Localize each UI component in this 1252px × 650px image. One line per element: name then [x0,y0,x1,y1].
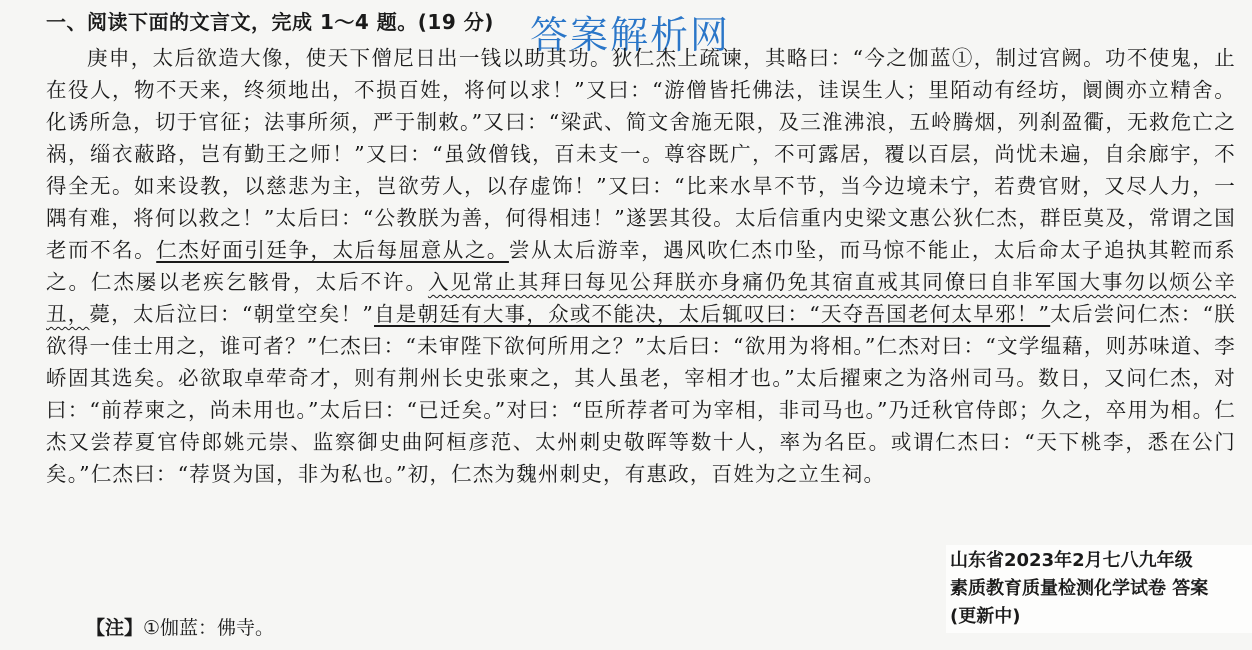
passage-segment-2: 尝从太后游幸，遇风吹仁杰巾坠，而马惊不能止，太后命太子追执其鞚而系之。仁杰屡以老疾乞骸骨，太后不许。 [46,238,1237,294]
site-watermark: 答案解析网 [530,13,731,57]
overlay-line-1: 山东省2023年2月七八九年级 [950,550,1193,571]
passage-segment-4: 太后尝问仁杰：“朕欲得一佳士用之，谁可者？”仁杰曰：“未审陛下欲何所用之？”太后曰：“欲用为将相。”仁杰对曰：“文学缊藉，则苏味道、李峤固其选矣。必欲取卓荦奇才，则有荆州长史张柬之，其人虽老，宰相才也。”太后擢柬之为洛州司马。数日，又问仁杰，对曰：“前荐柬之，尚未用也。”太后曰：“已迁矣。”对曰：“臣所荐者可为宰相，非司马也。”乃迁秋官侍郎；久之，卒用为相。仁杰又尝荐夏官侍郎姚元崇、监察御史曲阿桓彦范、太州刺史敬晖等数十人，率为名臣。或谓仁杰曰：“天下桃李，悉在公门矣。”仁杰曰：“荐贤为国，非为私也。”初，仁杰为魏州刺史，有惠政，百姓为之立生祠。 [46,302,1236,486]
underlined-sentence-2: 自是朝廷有大事，众或不能决，太后辄叹曰：“天夺吾国老何太早邪！” [374,302,1051,326]
question-heading: 一、阅读下面的文言文，完成 1～4 题。(19 分) [46,10,494,34]
overlay-line-3: (更新中) [950,606,1021,627]
passage-paragraph [46,42,1236,490]
passage-segment-3: 薨，太后泣曰：“朝堂空矣！” [89,302,375,326]
answer-overlay[interactable] [946,545,1252,633]
footnote [86,613,274,640]
overlay-line-2: 素质教育质量检测化学试卷 答案 [950,578,1209,599]
footnote-text: ①伽蓝：佛寺。 [143,617,275,639]
wavy-underlined-sentence: 入见常止其拜曰每见公拜朕亦身痛仍免其宿直戒其同僚曰自非军国大事勿以烦公辛丑， [46,270,1237,326]
classical-passage [46,42,1236,490]
footnote-tag: 【注】 [86,617,144,639]
underlined-sentence-1: 仁杰好面引廷争，太后每屈意从之。 [156,238,509,262]
passage-segment-1: 庚申，太后欲造大像，使天下僧尼日出一钱以助其功。狄仁杰上疏谏，其略曰：“今之伽蓝①，制过宫阙。功不使鬼，止在役人，物不天来，终须地出，不损百姓，将何以求！”又曰：“游僧皆托佛法，诖误生人；里陌动有经坊，阛阓亦立精舍。化诱所急，切于官征；法事所须，严于制敕。”又曰：“梁武、简文舍施无限，及三淮沸浪，五岭腾烟，列刹盈衢，无救危亡之祸，缁衣蔽路，岂有勤王之师！”又曰：“虽敛僧钱，百未支一。尊容既广，不可露居，覆以百层，尚忧未遍，自余廊宇，不得全无。如来设教，以慈悲为主，岂欲劳人，以存虚饰！”又曰：“比来水旱不节，当今边境未宁，若费官财，又尽人力，一隅有难，将何以救之！”太后曰：“公教朕为善，何得相违！”遂罢其役。太后信重内史梁文惠公狄仁杰，群臣莫及，常谓之国老而不名。 [46,46,1236,262]
